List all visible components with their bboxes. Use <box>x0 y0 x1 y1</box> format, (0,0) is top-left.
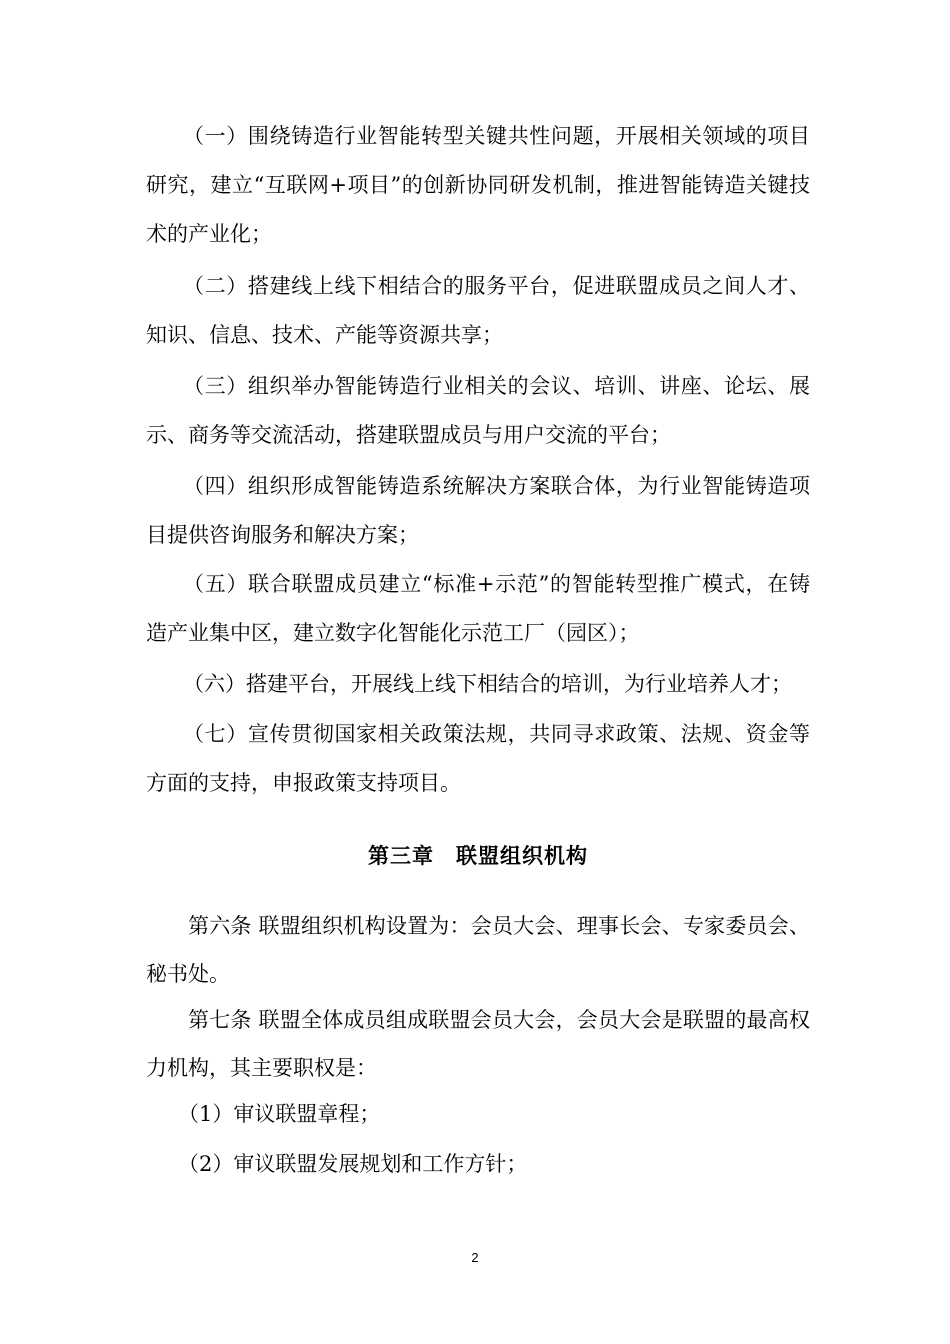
paragraph-5: （五）联合联盟成员建立“标准+示范”的智能转型推广模式，在铸造产业集中区，建立数字化智能化示范工厂（园区）； <box>146 572 810 645</box>
paragraph-1: （一）围绕铸造行业智能转型关键共性问题，开展相关领域的项目研究，建立“互联网+项目”的创新协同研发机制，推进智能铸造关键技术的产业化； <box>146 124 810 246</box>
paragraph-3: （三）组织举办智能铸造行业相关的会议、培训、讲座、论坛、展示、商务等交流活动，搭建联盟成员与用户交流的平台； <box>146 374 810 447</box>
list-item-2: （2）审议联盟发展规划和工作方针； <box>178 1152 528 1176</box>
paragraph-7: （七）宣传贯彻国家相关政策法规，共同寻求政策、法规、资金等方面的支持，申报政策支持项目。 <box>146 722 810 795</box>
article-6: 第六条 联盟组织机构设置为：会员大会、理事长会、专家委员会、秘书处。 <box>146 914 810 986</box>
article-7: 第七条 联盟全体成员组成联盟会员大会，会员大会是联盟的最高权力机构，其主要职权是： <box>146 1008 810 1080</box>
paragraph-2: （二）搭建线上线下相结合的服务平台，促进联盟成员之间人才、知识、信息、技术、产能等资源共享； <box>146 274 810 347</box>
chapter-heading: 第三章 联盟组织机构 <box>368 844 588 868</box>
list-item-1: （1）审议联盟章程； <box>178 1102 381 1126</box>
paragraph-6: （六）搭建平台，开展线上线下相结合的培训，为行业培养人才； <box>183 672 792 696</box>
paragraph-4: （四）组织形成智能铸造系统解决方案联合体，为行业智能铸造项目提供咨询服务和解决方案； <box>146 474 810 547</box>
page-number: 2 <box>471 1250 479 1265</box>
